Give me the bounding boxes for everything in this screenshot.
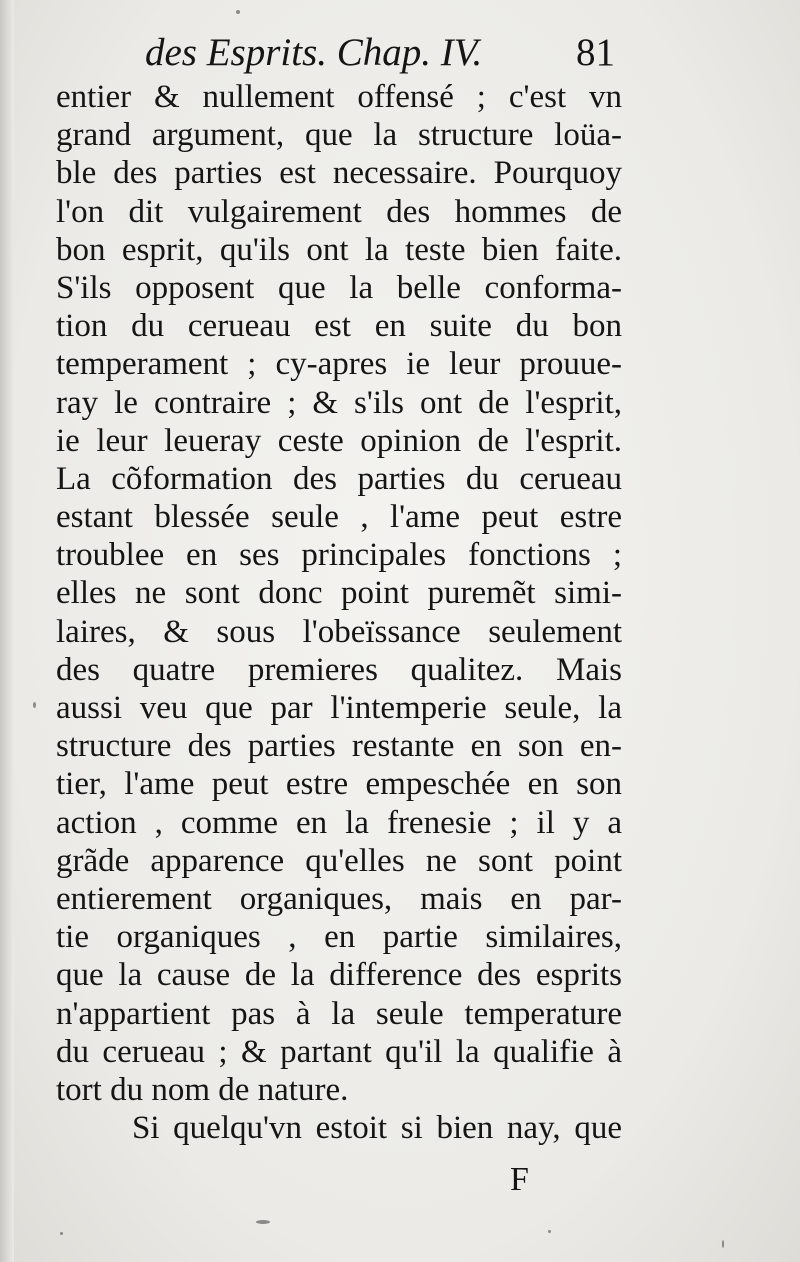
text-line: bon esprit, qu'ils ont la teste bien faite.	[56, 231, 622, 268]
text-line: entier & nullement offensé ; c'est vn	[56, 79, 622, 115]
text-line: du cerueau ; & partant qu'il la qualifie à	[56, 1033, 622, 1070]
text-line: La cõformation des parties du cerueau	[56, 460, 622, 497]
text-line: que la cause de la difference des esprits	[56, 957, 622, 994]
text-line: grãde apparence qu'elles ne sont point	[56, 842, 622, 879]
text-line: temperament ; cy-apres ie leur prouue-	[56, 346, 622, 383]
text-line-paragraph-end: tort du nom de nature.	[56, 1071, 349, 1108]
paper-speck	[722, 1240, 724, 1248]
text-line: entierement organiques, mais en par-	[56, 880, 622, 917]
signature-mark: F	[510, 1161, 529, 1198]
text-line: action , comme en la frenesie ; il y a	[56, 804, 622, 841]
text-line: n'appartient pas à la seule temperature	[56, 995, 622, 1032]
text-line: grand argument, que la structure loüa-	[56, 117, 622, 154]
page-gutter-shadow	[0, 0, 14, 1262]
text-line: des quatre premieres qualitez. Mais	[56, 651, 622, 688]
text-line: ray le contraire ; & s'ils ont de l'esprit,	[56, 384, 622, 421]
text-line-paragraph-start: Si quelqu'vn estoit si bien nay, que	[132, 1110, 622, 1147]
text-line: S'ils opposent que la belle conforma-	[56, 269, 622, 306]
paper-speck	[236, 10, 240, 14]
page-number: 81	[576, 31, 615, 74]
text-line: ie leur leueray ceste opinion de l'esprit.	[56, 422, 622, 459]
text-line: aussi veu que par l'intemperie seule, la	[56, 690, 622, 726]
body-text	[56, 78, 622, 1147]
paper-speck	[548, 1230, 551, 1233]
text-line: tion du cerueau est en suite du bon	[56, 308, 622, 345]
paper-speck	[33, 702, 36, 708]
running-header	[145, 30, 615, 76]
paper-speck	[60, 1232, 63, 1235]
text-line: elles ne sont donc point puremẽt simi-	[56, 575, 622, 612]
text-line: laires, & sous l'obeïssance seulement	[56, 613, 622, 650]
text-line: l'on dit vulgairement des hommes de	[56, 193, 622, 230]
running-title: des Esprits. Chap. IV.	[145, 31, 483, 74]
text-line: tier, l'ame peut estre empeschée en son	[56, 766, 622, 803]
paper-speck	[256, 1220, 270, 1224]
text-line: structure des parties restante en son en-	[56, 728, 622, 765]
text-line: estant blessée seule , l'ame peut estre	[56, 499, 622, 536]
text-line: tie organiques , en partie similaires,	[56, 919, 622, 956]
text-line: troublee en ses principales fonctions ;	[56, 537, 622, 574]
text-line: ble des parties est necessaire. Pourquoy	[56, 155, 622, 192]
